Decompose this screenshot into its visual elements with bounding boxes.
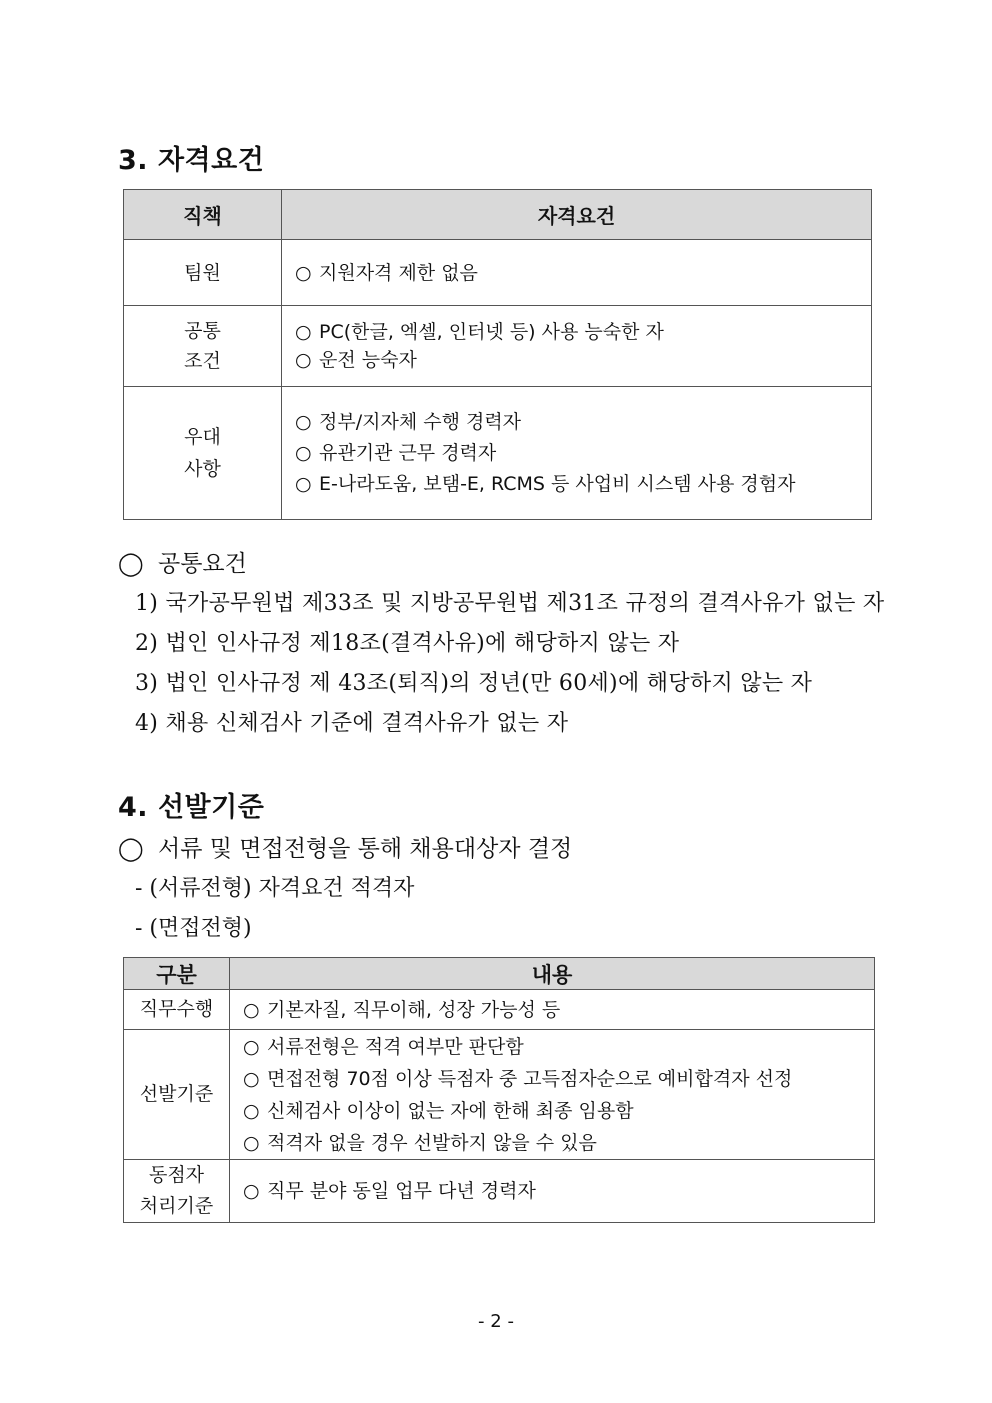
content-item: ○ 적격자 없을 경우 선발하지 않을 수 있음 [243,1127,874,1159]
content-cell [230,1030,875,1160]
category-cell [124,1160,230,1223]
content-cell [230,990,875,1030]
category-label: 처리기준 [139,1195,214,1217]
category-cell [124,1030,230,1160]
section-4-title: 4. 선발기준 [118,792,265,823]
content-item: ○ 직무 분야 동일 업무 다년 경력자 [243,1175,874,1207]
bullet-icon: ○ [243,1067,260,1090]
table-row [124,1160,875,1223]
category-label: 동점자 [148,1164,205,1186]
requirement-item: ○ 정부/지자체 수행 경력자 [295,407,871,438]
role-cell [124,306,282,387]
bullet-icon: ○ [243,1099,260,1122]
bullet-icon: ○ [295,321,312,343]
circle-icon: ◯ [118,836,144,862]
table-row [124,240,872,306]
requirement-cell [282,387,872,520]
role-label: 팀원 [184,261,221,284]
section-3-title: 3. 자격요건 [118,145,265,176]
bullet-icon: ○ [295,472,312,495]
header-position: 직책 [124,190,282,240]
category-cell [124,990,230,1030]
content-item: ○ 기본자질, 직무이해, 성장 가능성 등 [243,994,874,1026]
common-requirement-item: 2) 법인 인사규정 제18조(결격사유)에 해당하지 않는 자 [135,631,680,656]
role-cell [124,240,282,306]
content-item: ○ 신체검사 이상이 없는 자에 한해 최종 임용함 [243,1095,874,1127]
header-category: 구분 [124,958,230,990]
qualification-table [123,189,872,520]
content-item: ○ 서류전형은 적격 여부만 판단함 [243,1031,874,1063]
common-requirement-item: 4) 채용 신체검사 기준에 결격사유가 없는 자 [135,711,569,736]
requirement-item: ○ 지원자격 제한 없음 [295,259,871,287]
bullet-icon: ○ [243,1035,260,1058]
common-requirement-item: 1) 국가공무원법 제33조 및 지방공무원법 제31조 규정의 결격사유가 없는 자 [135,591,885,616]
requirement-item: ○ 운전 능숙자 [295,346,871,374]
requirement-item: ○ E-나라도움, 보탬-E, RCMS 등 사업비 시스템 사용 경험자 [295,469,871,500]
role-label: 우대 [184,426,221,448]
table-row [124,306,872,387]
table-row [124,1030,875,1160]
role-label: 사항 [184,458,221,480]
role-cell [124,387,282,520]
header-qualification: 자격요건 [282,190,872,240]
header-content: 내용 [230,958,875,990]
selection-subitem: - (면접전형) [135,916,252,941]
bullet-icon: ○ [243,1180,260,1202]
bullet-icon: ○ [243,998,260,1021]
content-cell [230,1160,875,1223]
selection-heading: ◯ 서류 및 면접전형을 통해 채용대상자 결정 [118,836,573,862]
category-label: 직무수행 [139,998,214,1020]
bullet-icon: ○ [295,410,312,433]
table-row [124,387,872,520]
requirement-item: ○ PC(한글, 엑셀, 인터넷 등) 사용 능숙한 자 [295,318,871,346]
content-item: ○ 면접전형 70점 이상 득점자 중 고득점자순으로 예비합격자 선정 [243,1063,874,1095]
common-requirement-item: 3) 법인 인사규정 제 43조(퇴직)의 정년(만 60세)에 해당하지 않는 자 [135,671,813,696]
common-requirements-heading: ◯ 공통요건 [118,551,247,577]
role-label: 공통 [184,320,221,342]
selection-subitem: - (서류전형) 자격요건 적격자 [135,876,415,901]
bullet-icon: ○ [243,1131,260,1154]
table-header-row [124,958,875,990]
circle-icon: ◯ [118,551,144,577]
requirement-item: ○ 유관기관 근무 경력자 [295,438,871,469]
role-label: 조건 [184,350,221,372]
bullet-icon: ○ [295,349,312,371]
category-label: 선발기준 [139,1083,214,1105]
table-header-row [124,190,872,240]
bullet-icon: ○ [295,261,312,284]
table-row [124,990,875,1030]
selection-criteria-table [123,957,875,1223]
requirement-cell [282,306,872,387]
requirement-cell [282,240,872,306]
bullet-icon: ○ [295,441,312,464]
page-number: - 2 - [478,1311,514,1332]
